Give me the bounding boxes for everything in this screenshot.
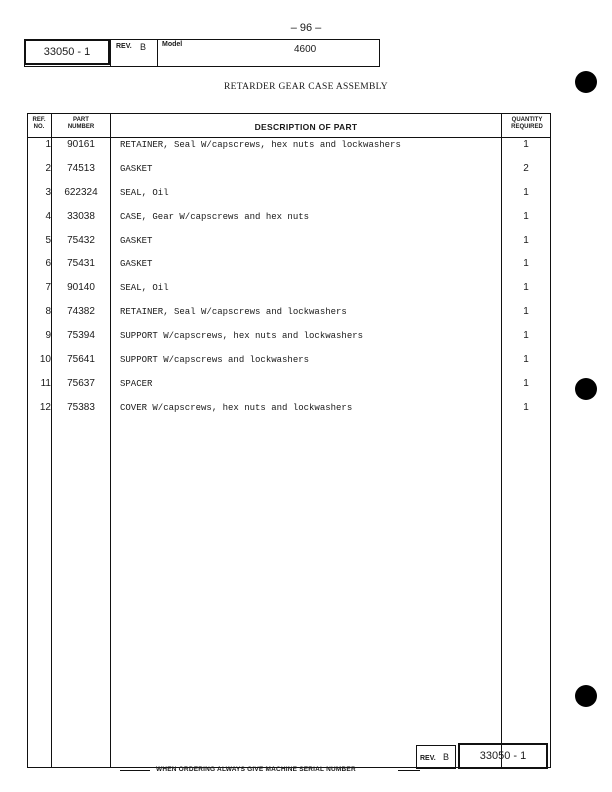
table-row [0, 328, 612, 352]
quantity: 1 [523, 306, 529, 318]
table-row [0, 233, 612, 257]
page-number: – 96 – [290, 22, 322, 34]
header-model-value: 4600 [294, 44, 317, 55]
binder-hole-icon [575, 71, 597, 93]
quantity: 1 [523, 234, 529, 246]
table-row [0, 185, 612, 209]
parts-rows [0, 137, 612, 424]
part-number: 90140 [67, 282, 95, 294]
col-head-part: PART NUMBER [67, 117, 95, 130]
header-rev-label: REV. [116, 43, 132, 50]
header-rev-value: B [140, 42, 147, 52]
header-divider [110, 39, 111, 67]
footer-rule [398, 770, 420, 771]
part-description: GASKET [120, 163, 153, 174]
part-description: SEAL, Oil [120, 283, 169, 294]
footer-rule [120, 770, 150, 771]
table-row [0, 400, 612, 424]
table-row [0, 209, 612, 233]
table-row [0, 280, 612, 304]
ref-no: 11 [40, 377, 51, 389]
binder-hole-icon [575, 378, 597, 400]
part-description: GASKET [120, 259, 153, 270]
quantity: 1 [523, 210, 529, 222]
assembly-title: RETARDER GEAR CASE ASSEMBLY [224, 82, 388, 92]
header-model-label: Model [162, 41, 183, 48]
part-number: 74513 [67, 162, 95, 174]
ref-no: 4 [45, 210, 51, 222]
quantity: 1 [523, 258, 529, 270]
ref-no: 9 [45, 330, 51, 342]
part-number: 75383 [67, 401, 95, 413]
ref-no: 3 [45, 186, 51, 198]
quantity: 1 [523, 330, 529, 342]
table-row [0, 376, 612, 400]
footer-rev-label: REV. [420, 755, 436, 762]
footer-rev-value: B [443, 752, 450, 762]
ref-no: 10 [39, 354, 51, 366]
part-description: RETAINER, Seal W/capscrews and lockwashers [120, 307, 347, 318]
ref-no: 1 [45, 139, 51, 150]
binder-hole-icon [575, 685, 597, 707]
part-number: 75394 [67, 330, 95, 342]
quantity: 1 [523, 377, 529, 389]
quantity: 1 [523, 139, 529, 150]
quantity: 1 [523, 282, 529, 294]
quantity: 1 [523, 401, 529, 413]
part-number: 90161 [67, 139, 95, 150]
table-row [0, 137, 612, 161]
part-number: 75641 [67, 354, 95, 366]
part-description: GASKET [120, 235, 153, 246]
col-head-qty: QUANTITY REQUIRED [511, 117, 543, 130]
quantity: 2 [523, 162, 529, 174]
ref-no: 2 [45, 162, 51, 174]
table-row [0, 304, 612, 328]
ref-no: 12 [39, 401, 51, 413]
footer-doc-number: 33050 - 1 [458, 743, 548, 769]
table-row [0, 256, 612, 280]
part-description: SUPPORT W/capscrews, hex nuts and lockwashers [120, 331, 364, 342]
ref-no: 6 [45, 258, 51, 270]
col-head-desc: DESCRIPTION OF PART [254, 122, 358, 132]
quantity: 1 [523, 354, 529, 366]
table-row [0, 161, 612, 185]
part-number: 75431 [67, 258, 95, 270]
part-description: SPACER [120, 378, 153, 389]
part-description: COVER W/capscrews, hex nuts and lockwashers [120, 402, 353, 413]
part-number: 622324 [64, 186, 98, 198]
part-description: RETAINER, Seal W/capscrews, hex nuts and lockwashers [120, 140, 401, 150]
col-head-ref: REF. NO. [32, 117, 46, 130]
header-divider [157, 39, 158, 67]
table-row [0, 352, 612, 376]
quantity: 1 [523, 186, 529, 198]
part-description: SUPPORT W/capscrews and lockwashers [120, 355, 310, 366]
part-number: 74382 [67, 306, 95, 318]
ref-no: 5 [45, 234, 51, 246]
part-number: 75637 [67, 377, 95, 389]
ref-no: 8 [45, 306, 51, 318]
part-description: SEAL, Oil [120, 187, 169, 198]
ref-no: 7 [45, 282, 51, 294]
part-number: 75432 [67, 234, 95, 246]
part-number: 33038 [67, 210, 95, 222]
part-description: CASE, Gear W/capscrews and hex nuts [120, 211, 310, 222]
footer-note: WHEN ORDERING ALWAYS GIVE MACHINE SERIAL NUMBER [156, 766, 356, 773]
header-doc-number: 33050 - 1 [24, 39, 110, 65]
